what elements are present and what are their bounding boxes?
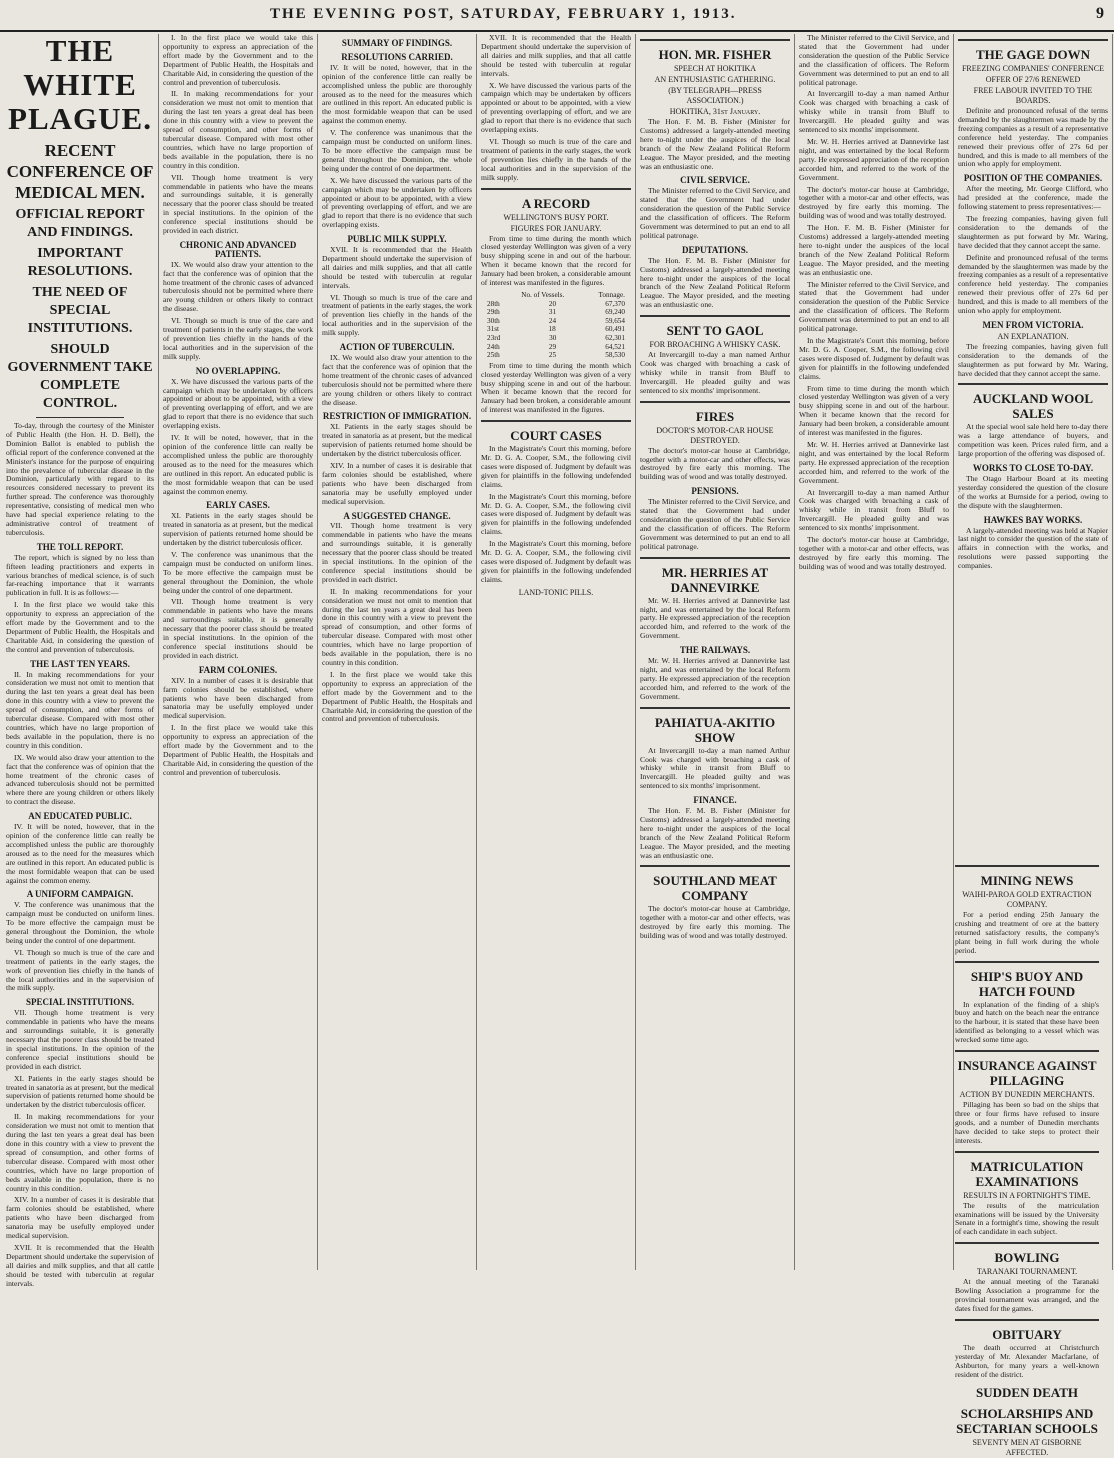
paragraph: VI. Though so much is true of the care and treatment of patients in the early stages, the work of prevention lies chiefly in the hands of the local authorities and in the supervision of the milk supply. (163, 316, 313, 361)
paragraph: Mr. W. H. Herries arrived at Dannevirke last night, and was entertained by the local Reform party. He expressed appreciation of the reception accorded him, and referred to the work of the Government. (799, 439, 949, 485)
paragraph: At Invercargill to-day a man named Arthur Cook was charged with broaching a cask of whisky while in transit from Bluff to Invercargill. He pleaded guilty and was sentenced to six months' imprisonment. (640, 350, 790, 395)
subhead-explanation: AN EXPLANATION. (997, 331, 1069, 341)
subhead-motor-car: DOCTOR'S MOTOR-CAR HOUSE DESTROYED. (656, 425, 774, 445)
column-2 (163, 34, 313, 1270)
paragraph: From time to time during the month which closed yesterday Wellington was given of a very busy shipping scene in and out of the harbour. When it became known that the record for January had been broken, a considerable amount of interest was manifested in the figures. (481, 233, 631, 288)
divider (955, 1242, 1099, 1244)
subhead-official: OFFICIAL REPORT AND FINDINGS. (15, 207, 145, 240)
paragraph: XI. Patients in the early stages should be treated in sanatoria as at present, but the medical supervision of patients returned home should be undertaken by the district tuberculosis officer. (163, 511, 313, 548)
section-overlapping: NO OVERLAPPING. (195, 365, 281, 376)
headline-gage-down: THE GAGE DOWN (975, 47, 1091, 62)
headline-white-plague: THE WHITE PLAGUE. (8, 33, 152, 136)
divider (955, 961, 1099, 963)
paragraph: Mr. W. H. Herries arrived at Dannevirke last night, and was entertained by the local Reform party. He expressed appreciation of the reception accorded him, and referred to the work of the Government. (640, 595, 790, 641)
section-pensions: PENSIONS. (691, 486, 739, 497)
paragraph: In the Magistrate's Court this morning, before Mr. D. G. A. Cooper, S.M., the following civil cases were disposed of. Judgment by default was given for plaintiffs in the following undefended claims. (481, 491, 631, 537)
divider (640, 707, 790, 709)
paragraph: The Minister referred to the Civil Service, and stated that the Government had under consideration the question of the Public Service and the classification of officers. The Reform Government was determined to put an end to all political patronage. (640, 186, 790, 240)
page-number: 9 (1096, 5, 1104, 22)
paragraph: A largely-attended meeting was held at Napier last night to consider the question of the state of affairs in connection with the works, and resolutions were passed supporting the companies. (958, 525, 1108, 571)
table-row: 23rd 30 62,301 (487, 333, 625, 342)
paragraph: In explanation of the finding of a ship's buoy and hatch on the beach near the entrance to the harbour, it is stated that these have been identified as belonging to a vessel which was wrecked some time ago. (955, 999, 1099, 1045)
paragraph: XVII. It is recommended that the Health Department should undertake the supervision of all dairies and milk supplies, and that all cattle should be tested with tuberculin at regular intervals. (322, 245, 472, 290)
section-tuberculin: ACTION OF TUBERCULIN. (339, 342, 455, 353)
divider (955, 1151, 1099, 1153)
section-position: POSITION OF THE COMPANIES. (963, 173, 1103, 184)
paragraph: At the special wool sale held here to-day there was a large attendance of buyers, and competition was keen. Prices ruled firm, and a large proportion of the offering was disposed of. (958, 422, 1108, 459)
column-rule (635, 34, 636, 1270)
subhead-offer: OFFER OF 27/6 RENEWED (985, 75, 1081, 84)
column-4 (481, 34, 631, 1270)
paragraph: IV. It will be noted, however, that in the opinion of the conference little can really be accomplished unless the public are thoroughly aroused as to the need for the measures which are outlined in this report. An educated public is the most formidable weapon that can be used against the common enemy. (6, 822, 154, 885)
paragraph: X. We have discussed the various parts of the campaign which may be undertaken by officers appointed or about to be appointed, with a view of preventing overlapping of effort, and we are glad to report that there is no evidence that such overlapping exists. (163, 376, 313, 431)
paragraph: After the meeting, Mr. George Clifford, who had presided at the conference, made the following statement to press representatives:— (958, 184, 1108, 212)
paragraph: XVII. It is recommended that the Health Department should undertake the supervision of all dairies and milk supplies, and that all cattle should be tested with tuberculin at regular intervals. (481, 33, 631, 78)
section-public-milk: PUBLIC MILK SUPPLY. (347, 234, 447, 245)
paragraph: VI. Though so much is true of the care and treatment of patients in the early stages, the work of prevention lies chiefly in the hands of the local authorities and in the supervision of the milk supply. (481, 136, 631, 182)
headline-fires: FIRES (695, 408, 735, 424)
section-chronic: CHRONIC AND ADVANCED PATIENTS. (179, 239, 297, 259)
table-header (487, 291, 625, 300)
paragraph: II. In making recommendations for your consideration we must not omit to mention that during the last ten years a great deal has been done in this country with a view to prevent the spread of consumption, and other forms of tubercular disease. Compared with most other countries, which have no large proportion of beds available in the population, there is no country in this condition. (322, 586, 472, 667)
paragraph: The Minister referred to the Civil Service, and stated that the Government had under consideration the question of the Public Service and the classification of officers. The Reform Government was determined to put an end to all political patronage. (799, 33, 949, 87)
paragraph: At Invercargill to-day a man named Arthur Cook was charged with broaching a cask of whisky while in transit from Bluff to Invercargill. He pleaded guilty and was sentenced to six months' imprisonment. (799, 487, 949, 533)
section-early-cases: EARLY CASES. (206, 500, 270, 511)
dateline: HOKITIKA, 31st January. (669, 107, 761, 116)
paragraph: VII. Though home treatment is very commendable in patients who have the means and surroundings suitable, it is generally necessary that the poorer class should be treated in special institutions. In the opinion of the conference special institutions should be provided in each district. (163, 172, 313, 236)
column-rule (317, 34, 318, 1270)
divider (640, 39, 790, 41)
section-toll-report: THE TOLL REPORT. (36, 541, 124, 552)
paragraph: XVII. It is recommended that the Health Department should undertake the supervision of all dairies and milk supplies, and that all cattle should be tested with tuberculin at regular intervals. (6, 1242, 154, 1288)
paragraph: VII. Though home treatment is very commendable in patients who have the means and surroundings suitable, it is generally necessary that the poorer class should be treated in special institutions. In the opinion of the conference special institutions should be provided in each district. (163, 597, 313, 660)
shipping-table (487, 291, 625, 360)
subhead-gathering: AN ENTHUSIASTIC GATHERING. (654, 75, 776, 84)
paragraph: The Hon. F. M. B. Fisher (Minister for Customs) addressed a largely-attended meeting here to-night under the auspices of the local branch of the New Zealand Political Reform League. The Mayor presided, and the meeting was an enthusiastic one. (640, 117, 790, 171)
divider (481, 188, 631, 190)
section-civil-service: CIVIL SERVICE. (680, 175, 750, 186)
paragraph: V. The conference was unanimous that the campaign must be conducted on uniform lines. To be more effective the campaign must be general throughout the Dominion, the whole being under the control of one department. (6, 900, 154, 945)
paragraph: I. In the first place we would take this opportunity to express an appreciation of the effort made by the Government and to the Department of Public Health, the Hospitals and Charitable Aid, in considering the question of the control and prevention of tuberculosis. (163, 33, 313, 87)
subhead-freezing: FREEZING COMPANIES' CONFERENCE (961, 64, 1105, 73)
paragraph: The Hon. F. M. B. Fisher (Minister for Customs) addressed a largely-attended meeting here to-night under the auspices of the local branch of the New Zealand Political Reform League. The Mayor presided, and the meeting was an enthusiastic one. (640, 806, 790, 860)
paragraph: The freezing companies, having given full consideration to the demands of the slaughtermen as put forward by Mr. Waring, have decided that they cannot accept the same. (958, 341, 1108, 378)
divider (955, 1050, 1099, 1052)
paragraph: II. In making recommendations for your consideration we must not omit to mention that during the last ten years a great deal has been done in this country with a view to prevent the spread of consumption, and other forms of tubercular disease. Compared with most other countries, which have no large proportion of beds available in the population, there is no country in this condition. (163, 89, 313, 170)
paragraph: XIV. In a number of cases it is desirable that farm colonies should be established, where patients who have been discharged from sanatoria may be usefully employed under medical supervision. (163, 675, 313, 721)
section-last-ten-years: THE LAST TEN YEARS. (30, 658, 130, 669)
paragraph: II. In making recommendations for your consideration we must not omit to mention that during the last ten years a great deal has been done in this country with a view to prevent the spread of consumption, and other forms of tubercular disease. Compared with most other countries, which have no large proportion of beds available in the population, there is no country in this condition. (6, 669, 154, 750)
section-farm-colonies: FARM COLONIES. (198, 664, 278, 675)
subhead-dunedin: ACTION BY DUNEDIN MERCHANTS. (959, 1090, 1095, 1100)
paragraph: XIV. In a number of cases it is desirable that farm colonies should be established, where patients who have been discharged from sanatoria may be usefully employed under medical supervision. (322, 460, 472, 506)
paragraph: In the Magistrate's Court this morning, before Mr. D. G. A. Cooper, S.M., the following civil cases were disposed of. Judgment by default was given for plaintiffs in the following undefended claims. (799, 336, 949, 381)
headline-mining: MINING NEWS (980, 873, 1074, 888)
paragraph: The doctor's motor-car house at Cambridge, together with a motor-car and other effects, was destroyed by fire early this morning. The building was of wood and was totally destroyed. (799, 184, 949, 221)
subhead-results: RESULTS IN A FORTNIGHT'S TIME. (963, 1190, 1091, 1200)
section-resolutions: RESOLUTIONS CARRIED. (341, 51, 453, 62)
hidden-anchor (958, 700, 959, 701)
paragraph: X. We have discussed the various parts of the campaign which may be undertaken by officers appointed or about to be appointed, with a view of preventing overlapping of effort, and we are glad to report that there is no evidence that such overlapping exists. (481, 80, 631, 135)
paragraph: From time to time during the month which closed yesterday Wellington was given of a very busy shipping scene in and out of the harbour. When it became known that the record for January had been broken, a considerable amount of interest was manifested in the figures. (799, 383, 949, 438)
headline-herries: MR. HERRIES AT DANNEVIRKE (661, 564, 769, 595)
section-educated-public: AN EDUCATED PUBLIC. (28, 811, 132, 822)
subhead-waihi: WAIHI-PAROA GOLD EXTRACTION COMPANY. (962, 890, 1092, 909)
headline-ships-buoy: SHIP'S BUOY AND HATCH FOUND (970, 968, 1084, 999)
section-works-close: WORKS TO CLOSE TO-DAY. (972, 463, 1094, 474)
paragraph: At Invercargill to-day a man named Arthur Cook was charged with broaching a cask of whisky while in transit from Bluff to Invercargill. He pleaded guilty and was sentenced to six months' imprisonment. (799, 89, 949, 135)
table-row: 31st 18 60,491 (487, 325, 625, 334)
divider (36, 417, 124, 418)
paragraph: I. In the first place we would take this opportunity to express an appreciation of the effort made by the Government and to the Department of Public Health, the Hospitals and Charitable Aid, in considering the question of the control and prevention of tuberculosis. (322, 669, 472, 724)
paragraph: V. The conference was unanimous that the campaign must be conducted on uniform lines. To be more effective the campaign must be general throughout the Dominion, the whole being under the control of one department. (163, 549, 313, 595)
headline-matriculation: MATRICULATION EXAMINATIONS (970, 1158, 1084, 1189)
paragraph: XI. Patients in the early stages should be treated in sanatoria as at present, but the medical supervision of patients returned home should be undertaken by the district tuberculosis officer. (6, 1073, 154, 1110)
paragraph: I. In the first place we would take this opportunity to express an appreciation of the effort made by the Government and to the Department of Public Health, the Hospitals and Charitable Aid, in considering the question of the control and prevention of tuberculosis. (163, 723, 313, 777)
section-uniform-campaign: A UNIFORM CAMPAIGN. (26, 889, 134, 900)
paragraph: Definite and pronounced refusal of the terms demanded by the slaughtermen was made by the freezing companies as a result of a representative conference held yesterday. The companies renewed their previous offer of 27s 6d per hundred, and this is made to all members of the union who apply for employment. (958, 106, 1108, 169)
table-row: 25th 25 58,530 (487, 351, 625, 360)
paragraph: Mr. W. H. Herries arrived at Dannevirke last night, and was entertained by the local Reform party. He expressed appreciation of the reception accorded him, and referred to the work of the Government. (799, 136, 949, 182)
headline-court-cases: COURT CASES (510, 428, 602, 444)
paragraph: For a period ending 25th January the crushing and treatment of ore at the battery returned satisfactory results, the company's plant being in full work during the whole period. (955, 910, 1099, 955)
paragraph: The doctor's motor-car house at Cambridge, together with a motor-car and other effects, was destroyed by fire early this morning. The building was of wood and was totally destroyed. (640, 904, 790, 941)
table-row: 29th 31 69,240 (487, 308, 625, 317)
divider (958, 39, 1108, 41)
table-row: 30th 24 59,654 (487, 316, 625, 325)
header-tonnage: Tonnage. (598, 290, 625, 299)
paragraph: Mr. W. H. Herries arrived at Dannevirke last night, and was entertained by the local Reform party. He expressed appreciation of the reception accorded him, and referred to the work of the Government. (640, 656, 790, 701)
subhead-taranaki: TARANAKI TOURNAMENT. (976, 1267, 1078, 1277)
masthead (0, 0, 1114, 32)
divider (955, 1319, 1099, 1321)
subhead-seventy-men: SEVENTY MEN AT GISBORNE AFFECTED. (972, 1438, 1082, 1458)
paragraph: II. In making recommendations for your consideration we must not omit to mention that during the last ten years a great deal has been done in this country with a view to prevent the spread of consumption, and other forms of tubercular disease. Compared with most other countries, which have no large proportion of beds available in the population, there is no country in this condition. (6, 1112, 154, 1193)
headline-sudden-death: SUDDEN DEATH (976, 1385, 1078, 1401)
section-special-institutions: SPECIAL INSTITUTIONS. (25, 997, 135, 1008)
paragraph: The Hon. F. M. B. Fisher (Minister for Customs) addressed a largely-attended meeting here to-night under the auspices of the local branch of the New Zealand Political Reform League. The Mayor presided, and the meeting was an enthusiastic one. (799, 223, 949, 277)
headline-wool-sales: AUCKLAND WOOL SALES (972, 391, 1094, 422)
paragraph: X. We have discussed the various parts of the campaign which may be undertaken by officers appointed or about to be appointed, with a view of preventing overlapping of effort, and we are glad to report that there is no evidence that such overlapping exists. (322, 175, 472, 230)
column-6 (799, 34, 949, 1270)
column-3 (322, 34, 472, 1270)
headline-southland: SOUTHLAND MEAT COMPANY (653, 873, 777, 904)
paragraph: The Minister referred to the Civil Service, and stated that the Government had under consideration the question of the Public Service and the classification of officers. The Reform Government was determined to put an end to all political patronage. (799, 279, 949, 334)
paragraph: IV. It will be noted, however, that in the opinion of the conference little can really be accomplished unless the public are thoroughly aroused as to the need for the measures which are outlined in this report. An educated public is the most formidable weapon that can be used against the common enemy. (163, 433, 313, 496)
subhead-whisky: FOR BROACHING A WHISKY CASK. (649, 340, 781, 350)
column-rule (953, 34, 954, 1270)
paragraph: The results of the matriculation examinations will be issued by the University Senate in a fortnight's time, showing the result of each candidate in each subject. (955, 1200, 1099, 1237)
paragraph: VI. Though so much is true of the care and treatment of patients in the early stages, the work of prevention lies chiefly in the hands of the local authorities and in the supervision of the milk supply. (322, 292, 472, 338)
paragraph: The report, which is signed by no less than fifteen leading practitioners and experts in various branches of medical science, is of such far-reaching importance that it warrants publication in full. It is as follows:— (6, 552, 154, 598)
headline-scholarships: SCHOLARSHIPS AND SECTARIAN SCHOOLS (956, 1406, 1098, 1437)
subhead-resolutions: IMPORTANT RESOLUTIONS. (27, 246, 133, 279)
paragraph: Pillaging has been so bad on the ships that three or four firms have refused to insure goods, and a number of Dunedin merchants have decided to take steps to protect their interests. (955, 1100, 1099, 1145)
headline-sent-gaol: SENT TO GAOL (666, 323, 764, 339)
paragraph: XI. Patients in the early stages should be treated in sanatoria as at present, but the medical supervision of patients returned home should be undertaken by the district tuberculosis officer. (322, 422, 472, 459)
subhead-january: FIGURES FOR JANUARY. (510, 223, 602, 233)
paragraph: VI. Though so much is true of the care and treatment of patients in the early stages, the work of prevention lies chiefly in the hands of the local authorities and in the supervision of the milk supply. (6, 947, 154, 993)
paragraph: In the Magistrate's Court this morning, before Mr. D. G. A. Cooper, S.M., the following civil cases were disposed of. Judgment by default was given for plaintiffs in the following undefended claims. (481, 539, 631, 584)
column-rule (794, 34, 795, 1270)
headline-pahiatua: PAHIATUA-AKITIO SHOW (654, 714, 776, 745)
column-rule (476, 34, 477, 1270)
paragraph: The death occurred at Christchurch yesterday of Mr. Alexander Macfarlane, of Ashburton, for many years a well-known resident of the district. (955, 1342, 1099, 1379)
right-column-lower (955, 860, 1099, 1458)
divider (640, 401, 790, 403)
paragraph: The Minister referred to the Civil Service, and stated that the Government had under consideration the question of the Public Service and the classification of officers. The Reform Government was determined to put an end to all political patronage. (640, 497, 790, 551)
headline-bowling: BOWLING (994, 1250, 1060, 1266)
section-finance: FINANCE. (693, 795, 737, 806)
paragraph: IX. We would also draw your attention to the fact that the conference was of opinion that the home treatment of the chronic cases of advanced tuberculosis should not be permitted where there are young children or others likely to contract the disease. (163, 259, 313, 314)
subhead-government: SHOULD GOVERNMENT TAKE COMPLETE CONTROL. (7, 342, 153, 411)
subhead-hokitika: SPEECH AT HOKITIKA (673, 64, 757, 73)
divider (640, 865, 790, 867)
masthead-title: THE EVENING POST, SATURDAY, FEBRUARY 1, 1913. (270, 6, 737, 22)
column-5 (640, 34, 790, 1270)
section-railways: THE RAILWAYS. (679, 645, 751, 656)
divider (640, 315, 790, 317)
paragraph: The Otago Harbour Board at its meeting yesterday considered the question of the closure of the works at Burnside for a period, owing to the dispute with the slaughtermen. (958, 474, 1108, 510)
divider (640, 557, 790, 559)
headline-insurance: INSURANCE AGAINST PILLAGING (957, 1058, 1097, 1089)
ad-land-tonic: LAND-TONIC PILLS. (518, 587, 594, 597)
paragraph: Definite and pronounced refusal of the terms demanded by the slaughtermen was made by the freezing companies as a result of a representative conference held yesterday. The companies renewed their previous offer of 27s 6d per hundred, and this is made to all members of the union who apply for employment. (958, 252, 1108, 316)
subhead-conference: RECENT CONFERENCE OF MEDICAL MEN. (6, 141, 154, 202)
paragraph: V. The conference was unanimous that the campaign must be conducted on uniform lines. To be more effective the campaign must be general throughout the Dominion, the whole being under the control of one department. (322, 128, 472, 173)
headline-record: A RECORD (521, 195, 591, 211)
divider (481, 420, 631, 422)
paragraph: At the annual meeting of the Taranaki Bowling Association a programme for the provincial tournament was arranged, and the dates fixed for the games. (955, 1277, 1099, 1313)
telegraph-line: (BY TELEGRAPH—PRESS ASSOCIATION.) (668, 86, 762, 105)
paragraph: The freezing companies, having given full consideration to the demands of the slaughtermen as put forward by Mr. Waring, have decided that they cannot accept the same. (958, 213, 1108, 250)
subhead-free-labour: FREE LABOUR INVITED TO THE BOARDS. (973, 86, 1093, 105)
divider (955, 865, 1099, 867)
intro-paragraph: To-day, through the courtesy of the Minister of Public Health (the Hon. H. D. Bell), the Dominion Ballot is enabled to publish the official report of the conference convened at the Minister's instance for the purpose of enquiring into the prevalence of tubercular disease in the Dominion, particularly with regard to its resources considered necessary to prevent its further spread. The conference was thoroughly representative, consisting of medical men who have had special experience relating to the administrative control of treatment of tuberculosis. (6, 421, 154, 537)
paragraph: The Hon. F. M. B. Fisher (Minister for Customs) addressed a largely-attended meeting here to-night under the auspices of the local branch of the New Zealand Political Reform League. The Mayor presided, and the meeting was an enthusiastic one. (640, 255, 790, 310)
section-men-victoria: MEN FROM VICTORIA. (982, 319, 1084, 330)
paragraph: In the Magistrate's Court this morning, before Mr. D. G. A. Cooper, S.M., the following civil cases were disposed of. Judgment by default was given for plaintiffs in the following undefended claims. (481, 444, 631, 489)
paragraph: At Invercargill to-day a man named Arthur Cook was charged with broaching a cask of whisky while in transit from Bluff to Invercargill. He pleaded guilty and was sentenced to six months' imprisonment. (640, 745, 790, 791)
subhead-special: THE NEED OF SPECIAL INSTITUTIONS. (27, 285, 133, 336)
column-rule (158, 34, 159, 1270)
paragraph: The doctor's motor-car house at Cambridge, together with a motor-car and other effects, was destroyed by fire early this morning. The building was of wood and was totally destroyed. (799, 535, 949, 571)
headline-fisher: HON. MR. FISHER (658, 47, 772, 62)
header-vessels: No. of Vessels. (521, 290, 565, 299)
section-deputations: DEPUTATIONS. (682, 244, 748, 255)
column-rule (1112, 34, 1113, 1270)
paragraph: IX. We would also draw your attention to the fact that the conference was of opinion that the home treatment of the chronic cases of advanced tuberculosis should not be permitted where there are young children or others likely to contract the disease. (6, 752, 154, 807)
paragraph: VII. Though home treatment is very commendable in patients who have the means and surroundings suitable, it is generally necessary that the poorer class should be treated in special institutions. In the opinion of the conference special institutions should be provided in each district. (6, 1008, 154, 1071)
paragraph: IX. We would also draw your attention to the fact that the conference was of opinion that the home treatment of the chronic cases of advanced tuberculosis should not be permitted where there are young children or others likely to contract the disease. (322, 353, 472, 407)
table-row: 28th 20 67,370 (487, 299, 625, 308)
section-summary: SUMMARY OF FINDINGS. (341, 38, 453, 48)
table-row: 24th 29 64,521 (487, 342, 625, 351)
section-hawkes-bay: HAWKES BAY WORKS. (983, 514, 1083, 525)
paragraph: The doctor's motor-car house at Cambridge, together with a motor-car and other effects, was destroyed by fire early this morning. The building was of wood and was totally destroyed. (640, 445, 790, 482)
section-immigration: RESTRICTION OF IMMIGRATION. (322, 411, 472, 422)
divider (958, 383, 1108, 385)
section-suggested-change: A SUGGESTED CHANGE. (343, 510, 451, 521)
paragraph: VII. Though home treatment is very commendable in patients who have the means and surroundings suitable, it is generally necessary that the poorer class should be treated in special institutions. In the opinion of the conference special institutions should be provided in each district. (322, 521, 472, 584)
headline-obituary: OBITUARY (992, 1326, 1062, 1342)
subhead-busy-port: WELLINGTON'S BUSY PORT. (503, 212, 609, 222)
paragraph: I. In the first place we would take this opportunity to express an appreciation of the effort made by the Government and to the Department of Public Health, the Hospitals and Charitable Aid, in considering the question of the control and prevention of tuberculosis. (6, 600, 154, 654)
paragraph: IV. It will be noted, however, that in the opinion of the conference little can really be accomplished unless the public are thoroughly aroused as to the need for the measures which are outlined in this report. An educated public is the most formidable weapon that can be used against the common enemy. (322, 62, 472, 126)
paragraph: From time to time during the month which closed yesterday Wellington was given of a very busy shipping scene in and out of the harbour. When it became known that the record for January had been broken, a considerable amount of interest was manifested in the figures. (481, 360, 631, 415)
paragraph: XIV. In a number of cases it is desirable that farm colonies should be established, where patients who have been discharged from sanatoria may be usefully employed under medical supervision. (6, 1195, 154, 1241)
column-1 (6, 33, 154, 1288)
